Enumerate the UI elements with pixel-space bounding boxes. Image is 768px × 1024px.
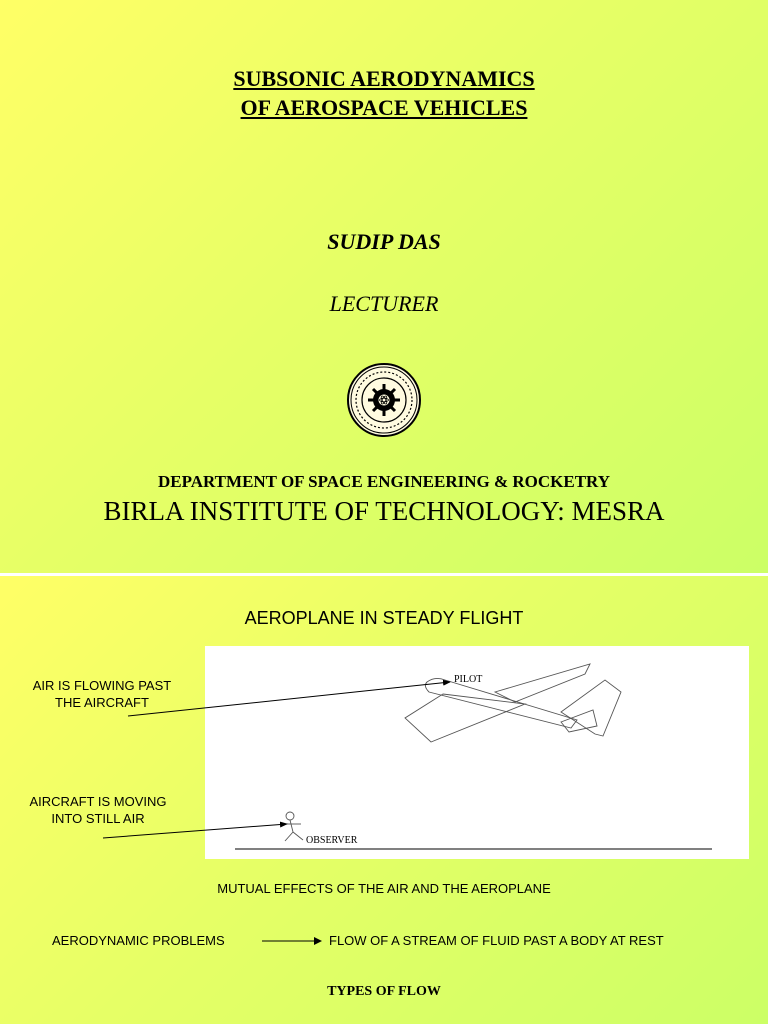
problem-arrow: [262, 935, 322, 947]
title-line-1: SUBSONIC AERODYNAMICS: [233, 66, 535, 91]
air-flow-arrow: [128, 682, 450, 716]
author-name: SUDIP DAS: [327, 229, 441, 254]
institute-name: BIRLA INSTITUTE OF TECHNOLOGY: MESRA: [103, 496, 665, 526]
air-flowing-label-line-1: AIR IS FLOWING PAST: [32, 678, 172, 693]
aircraft-moving-label-line-2: INTO STILL AIR: [51, 811, 145, 826]
flight-slide: [0, 576, 768, 1024]
mutual-effects-text: MUTUAL EFFECTS OF THE AIR AND THE AEROPLANE: [217, 881, 551, 896]
aircraft-moving-label-line-1: AIRCRAFT IS MOVING: [29, 794, 167, 809]
observer-label: OBSERVER: [306, 835, 358, 846]
author-role: LECTURER: [329, 291, 439, 316]
problem-left-text: AERODYNAMIC PROBLEMS: [52, 933, 225, 948]
aircraft-moving-arrow: [103, 824, 287, 838]
label-arrows: [0, 576, 768, 876]
air-flowing-label-line-2: THE AIRCRAFT: [55, 695, 149, 710]
problem-right-text: FLOW OF A STREAM OF FLUID PAST A BODY AT REST: [329, 933, 664, 948]
institute-logo: [346, 362, 422, 438]
title-line-2: OF AEROSPACE VEHICLES: [240, 95, 528, 120]
slide-heading: AEROPLANE IN STEADY FLIGHT: [244, 608, 524, 628]
pilot-label: PILOT: [454, 674, 483, 685]
types-of-flow-heading: TYPES OF FLOW: [327, 984, 441, 999]
department-name: DEPARTMENT OF SPACE ENGINEERING & ROCKETRY: [157, 472, 611, 491]
